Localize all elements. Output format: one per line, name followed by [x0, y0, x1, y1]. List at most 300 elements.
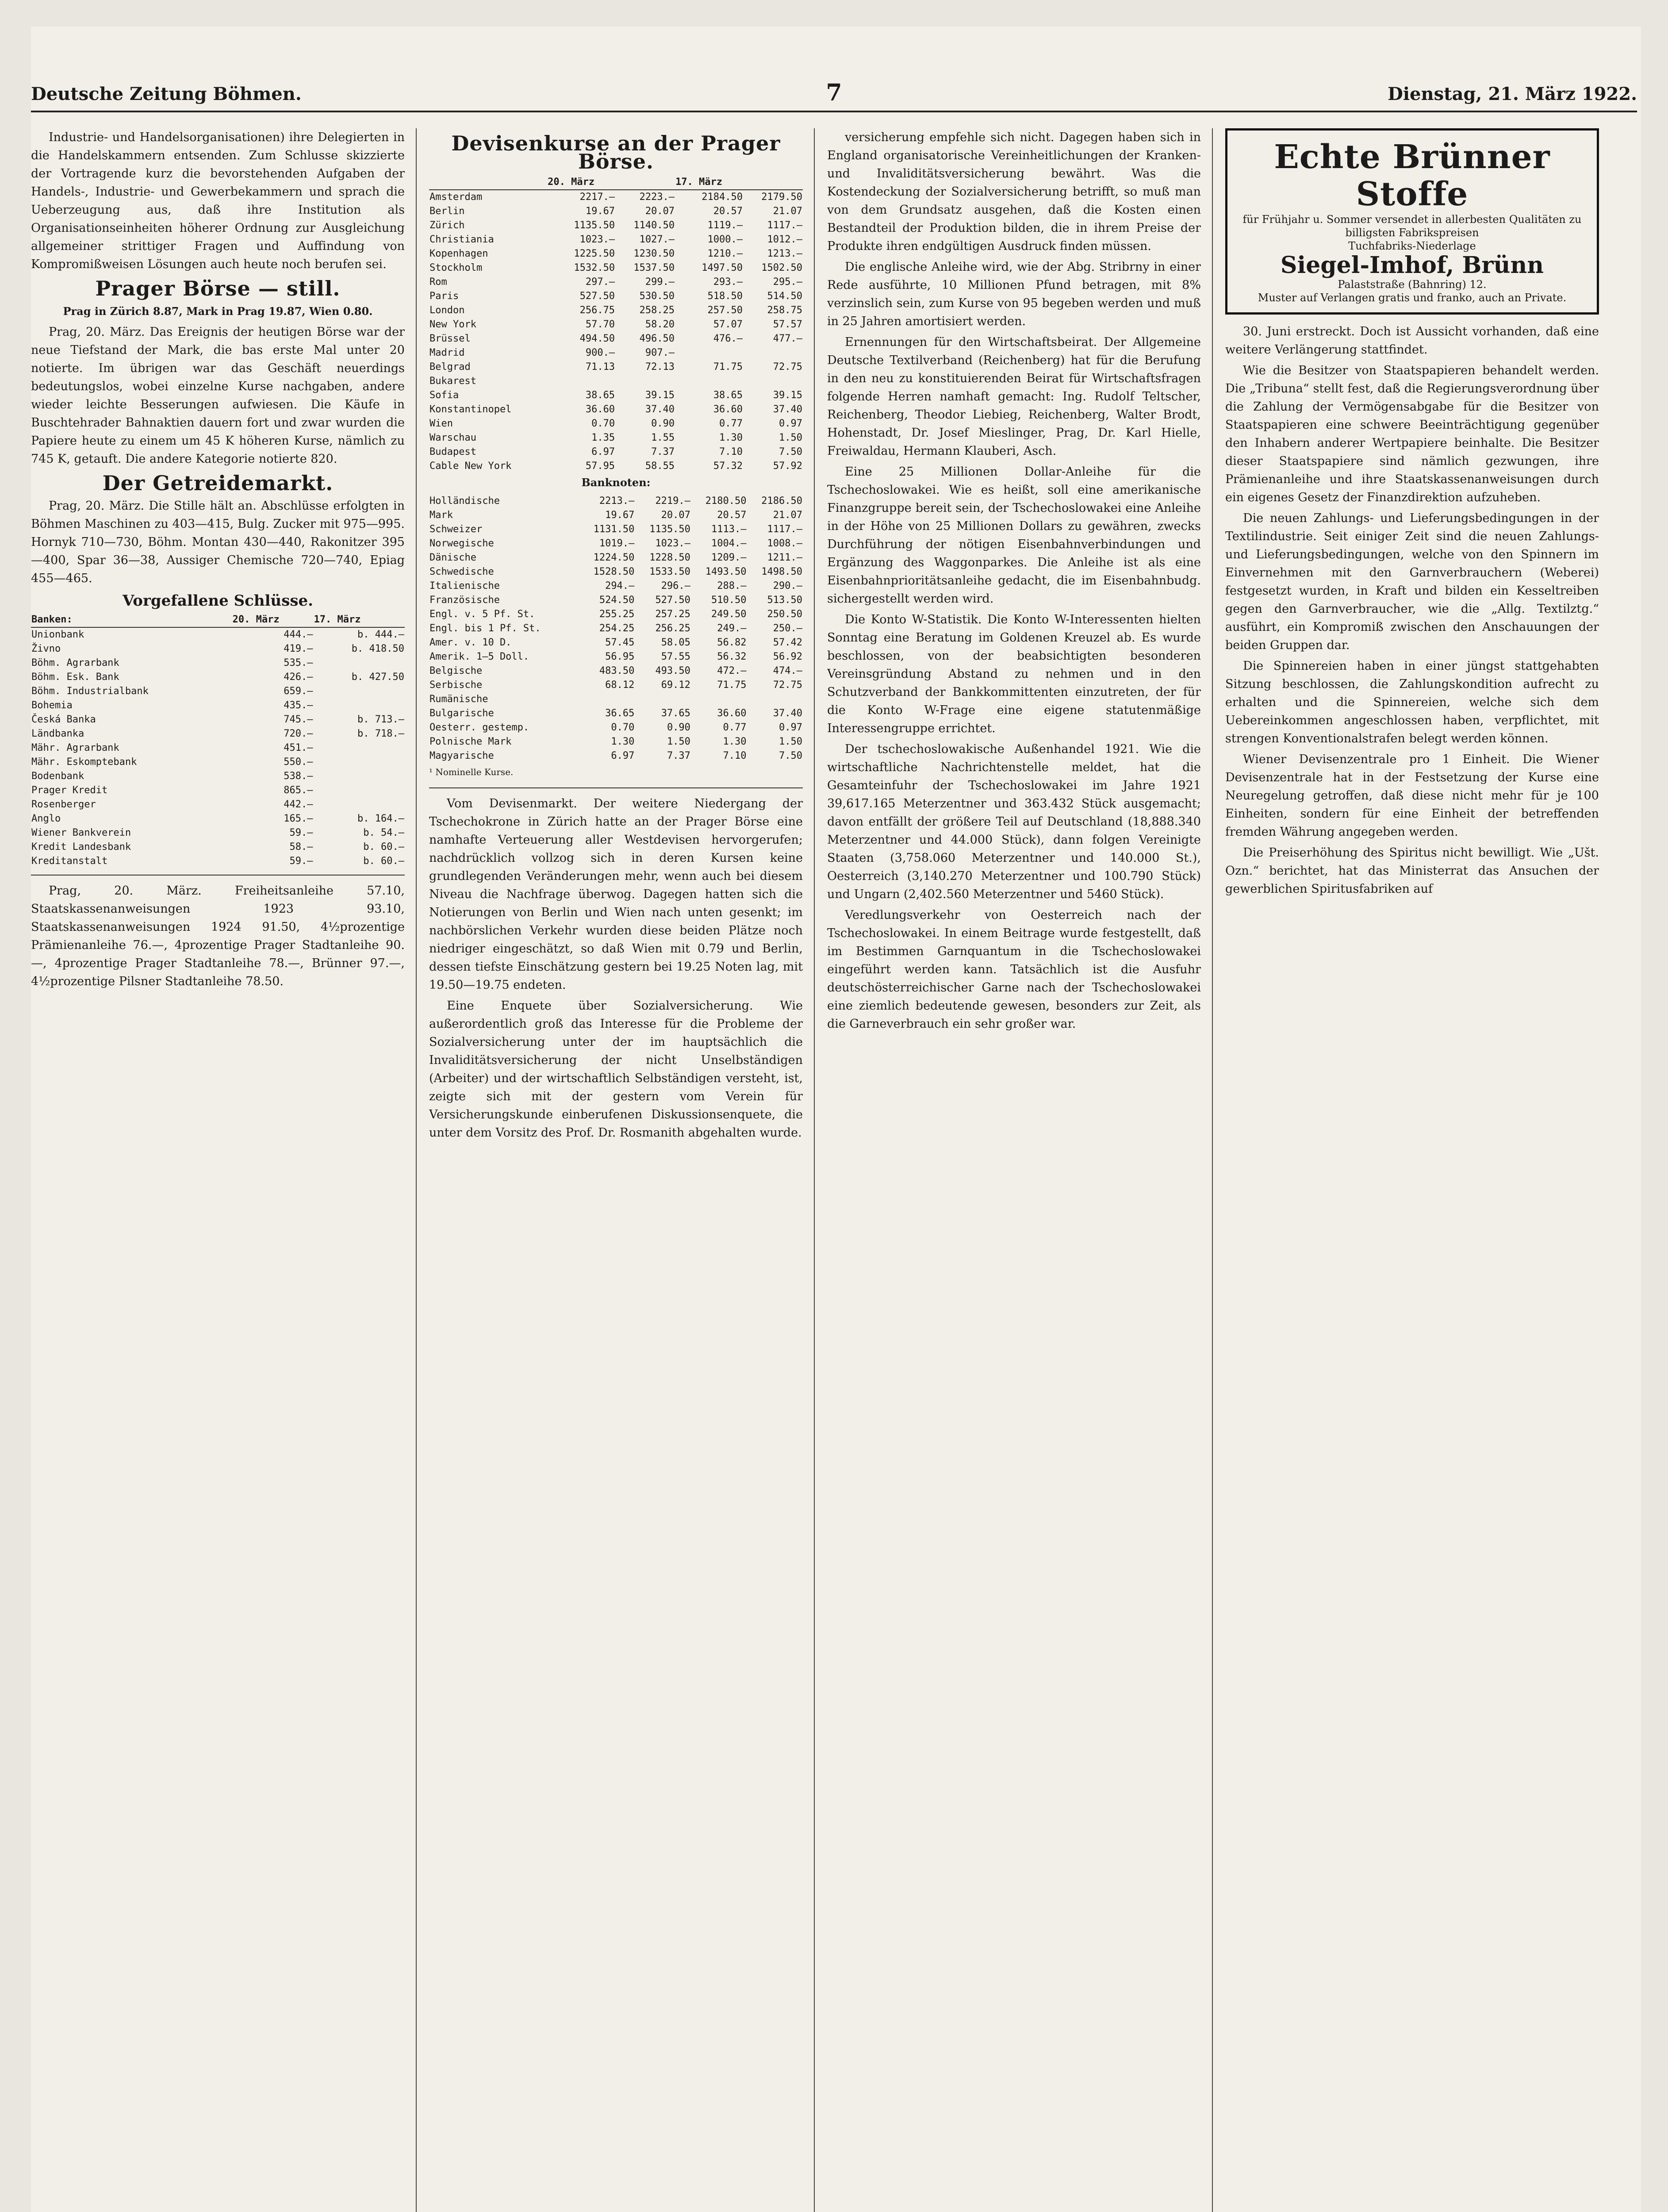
table-cell: 71.13	[585, 361, 615, 373]
table-cell: Engl. bis 1 Pf. St.	[429, 623, 541, 634]
table-cell: 7.50	[779, 446, 802, 457]
table-cell: Cable New York	[429, 461, 512, 472]
table-cell: Böhm. Esk. Bank	[31, 672, 119, 683]
table-row	[429, 261, 803, 275]
table-cell: 57.57	[773, 319, 802, 330]
table-cell: 38.65	[713, 390, 743, 401]
table-cell: Wiener Bankverein	[31, 827, 131, 838]
table-row	[429, 735, 803, 749]
table-cell: 1.55	[651, 432, 675, 443]
table-cell: 250.50	[767, 609, 802, 620]
table-cell: 474.—	[773, 665, 802, 676]
headline-getreidemarkt: Der Getreidemarkt.	[102, 471, 334, 495]
table-cell: Dänische	[429, 552, 476, 563]
table-cell: 6.97	[591, 446, 615, 457]
table-cell: 56.95	[605, 651, 635, 662]
table-row	[429, 346, 803, 360]
table-cell: 451.—	[284, 742, 313, 753]
table-cell	[547, 374, 615, 388]
table-cell: 1230.50	[633, 248, 675, 259]
table-row	[429, 318, 803, 332]
table-cell: b. 444.—	[357, 629, 404, 640]
table-cell: 745.—	[284, 714, 313, 725]
table-cell: 2186.50	[761, 495, 802, 507]
table-cell: 518.50	[707, 291, 743, 302]
page-number: 7	[826, 79, 842, 106]
table-cell: 1502.50	[761, 262, 802, 273]
table-cell: 288.—	[717, 580, 747, 591]
banknoten-title: Banknoten:	[581, 476, 651, 489]
devisen-table	[429, 175, 803, 473]
table-cell: 290.—	[773, 580, 802, 591]
table-cell: Engl. v. 5 Pf. St.	[429, 609, 535, 620]
table-row	[429, 508, 803, 522]
table-cell: 20.07	[645, 206, 675, 217]
table-header: 20. März	[547, 175, 615, 190]
article-staatspapiere: Wie die Besitzer von Staatspapieren behandelt werden. Die „Tribuna“ stellt fest, daß die Regierungsverordnung über die Zahlung der Vermögensabgabe für die Besitzer von Staatspapieren eine schwere Beeinträchtigung gegenüber den Inhabern anderer Wertpapiere beinhalte. Die Besitzer dieser Staatspapiere sind nämlich gezwungen, ihre Prämienanleihe und ihre Staatskassenanweisungen durch ein eigenes Gesetz der Finanzdirektion aufzuheben.	[1225, 364, 1599, 504]
table-cell: 57.42	[773, 637, 802, 648]
table-cell: Brüssel	[429, 333, 471, 344]
table-cell	[314, 755, 405, 769]
table-cell: 56.82	[717, 637, 747, 648]
table-header: 20. März	[232, 613, 314, 627]
table-cell: 865.—	[284, 785, 313, 796]
table-cell: 493.50	[655, 665, 690, 676]
table-cell: 0.70	[611, 722, 635, 733]
table-cell: 1000.—	[707, 234, 743, 245]
article-wirtschaftsbeirat: Ernennungen für den Wirtschaftsbeirat. Der Allgemeine Deutsche Textilverband (Reichenberg) hat für die Berufung in den neu zu konstituierenden Beirat für Wirtschaftsfragen folgende Herren namhaft gemacht: Ing. Rudolf Teltscher, Reichenberg, Theodor Liebieg, Reichenberg, Walter Brodt, Hohenstadt, Dr. Josef Mieslinger, Prag, Dr. Karl Hielle, Freiwaldau, Hermann Klauberi, Asch.	[827, 335, 1201, 458]
table-row	[31, 727, 405, 741]
table-cell: 0.77	[723, 722, 747, 733]
table-cell: b. 713.—	[357, 714, 404, 725]
newspaper-name: Deutsche Zeitung Böhmen.	[31, 84, 302, 104]
table-row	[429, 692, 803, 707]
table-cell: 0.90	[667, 722, 690, 733]
table-cell: Ländbanka	[31, 728, 84, 739]
table-cell: Budapest	[429, 446, 476, 457]
table-cell: 19.67	[605, 510, 635, 521]
table-cell: 57.07	[713, 319, 743, 330]
table-cell	[635, 692, 691, 707]
table-cell: Warschau	[429, 432, 476, 443]
table-cell: Magyarische	[429, 750, 494, 761]
table-cell: 6.97	[611, 750, 635, 761]
table-row	[429, 417, 803, 431]
table-cell: 36.65	[605, 708, 635, 719]
table-row	[429, 537, 803, 551]
table-cell: 1533.50	[649, 566, 690, 577]
table-cell: 1023.—	[655, 538, 690, 549]
table-cell: 1532.50	[574, 262, 615, 273]
table-cell: b. 164.—	[357, 813, 404, 824]
ad-headline: Echte Brünner Stoffe	[1274, 138, 1550, 213]
table-cell: Schwedische	[429, 566, 494, 577]
table-cell: Mähr. Eskomptebank	[31, 757, 137, 768]
table-cell: 1211.—	[767, 552, 802, 563]
table-cell: 1131.50	[593, 524, 635, 535]
table-row	[429, 565, 803, 579]
table-cell: 297.—	[585, 276, 615, 288]
table-row	[31, 627, 405, 642]
table-row	[429, 190, 803, 204]
table-cell: 1.30	[611, 736, 635, 747]
table-cell: Sofia	[429, 390, 459, 401]
table-cell: 294.—	[605, 580, 635, 591]
table-cell	[615, 374, 675, 388]
table-cell: 2179.50	[761, 192, 802, 203]
table-cell: 296.—	[661, 580, 690, 591]
table-cell: 1224.50	[593, 552, 635, 563]
table-cell: 68.12	[605, 680, 635, 691]
table-cell: 250.—	[773, 623, 802, 634]
ad-line: Muster auf Verlangen gratis und franko, auch an Private.	[1258, 292, 1567, 304]
table-row	[429, 233, 803, 247]
table-cell: 37.40	[773, 708, 802, 719]
boerse-text: Prag, 20. März. Das Ereignis der heutigen Börse war der neue Tiefstand der Mark, die bas erste Mal unter 20 notierte. Im übrigen war das Geschäft neuerdings bedeutungslos, wobei einzelne Kurse nachgaben, andere wieder leichte Besserungen aufwiesen. Die Käufe in Buschtehrader Bahnaktien dauern fort und zwar wurden die Papiere heute zu einem um 45 K höheren Kurse, nämlich zu 745 K, getauft. Die andere Kategorie notierte 820.	[31, 325, 405, 466]
table-cell: 1.50	[779, 432, 802, 443]
table-cell: 58.—	[289, 841, 313, 853]
table-header-row	[429, 175, 803, 190]
article-devisenzentrale: Wiener Devisenzentrale pro 1 Einheit. Die Wiener Devisenzentrale hat in der Festsetzung der Kurse eine Neuregelung getroffen, daß diese nicht mehr für je 100 Einheiten, sondern für eine Einheit der betreffenden fremden Währung angegeben werden.	[1225, 753, 1599, 839]
table-row	[429, 374, 803, 388]
divider	[429, 787, 803, 788]
table-cell: Französische	[429, 595, 500, 606]
table-cell: 426.—	[284, 672, 313, 683]
table-header	[615, 175, 675, 190]
table-cell: 299.—	[645, 276, 675, 288]
table-cell: 496.50	[639, 333, 675, 344]
devisenmarkt-text: Vom Devisenmarkt. Der weitere Niedergang der Tschechokrone in Zürich hatte an der Prager Börse eine namhafte Verteuerung aller Westdevisen hervorgerufen; nachdrücklich vollzog sich in deren Kursen keine grundlegenden Veränderungen mehr, wenn auch bei diesem Niveau die Nachfrage überwog. Dagegen hatten sich die Notierungen von Berlin und Wien nach unten gesenkt; im nachbörslichen Verkehr wurden diese beiden Plätze noch niedriger eingeschätzt, so daß Wien mit 0.79 und Berlin, dessen tiefste Einschätzung gestern bei 19.25 Noten lag, mit 19.50—19.75 endeten.	[429, 797, 803, 992]
table-cell: Wien	[429, 418, 453, 429]
table-cell: Norwegische	[429, 538, 494, 549]
table-row	[429, 360, 803, 374]
table-cell: Unionbank	[31, 629, 84, 640]
table-cell: 20.07	[661, 510, 690, 521]
column-rule	[416, 128, 417, 2212]
table-cell: 1135.50	[574, 220, 615, 231]
boerse2-text: Prag, 20. März. Freiheitsanleihe 57.10, Staatskassenanweisungen 1923 93.10, Staatskassenanweisungen 1924 91.50, 4½prozentige Prämienanleihe 76.—, 4prozentige Prager Stadtanleihe 90.—, 4prozentige Prager Stadtanleihe 78.—, Brünner 97.—, 4½prozentige Pilsner Stadtanleihe 78.50.	[31, 884, 405, 988]
table-cell: 71.75	[713, 361, 743, 373]
table-cell: 1135.50	[649, 524, 690, 535]
table-cell: Schweizer	[429, 524, 483, 535]
table-cell: 21.07	[773, 206, 802, 217]
article-aussenhandel: Der tschechoslowakische Außenhandel 1921. Wie die wirtschaftliche Nachrichtenstelle meldet, hat die Gesamteinfuhr der Tschechoslowakei im Jahre 1921 39,617.165 Meterzentner und 363.432 Stück ausgemacht; davon entfällt der größere Teil auf Deutschland (18,888.340 Meterzentner und 44.000 Stück), dann folgen Vereinigte Staaten (3,758.060 Meterzentner und 140.000 St.), Oesterreich (3,140.270 Meterzentner und 100.790 Stück) und Ungarn (2,402.560 Meterzentner und 5460 Stück).	[827, 742, 1201, 901]
table-cell: 57.55	[661, 651, 690, 662]
table-cell: Kreditanstalt	[31, 856, 108, 867]
table-row	[429, 721, 803, 735]
table-cell: 0.77	[719, 418, 743, 429]
table-cell: 1498.50	[761, 566, 802, 577]
article-konto-w: Die Konto W-Statistik. Die Konto W-Interessenten hielten Sonntag eine Beratung im Goldenen Kreuzel ab. Es wurde beschlossen, von der beabsichtigten besonderen Vereinsgründung Abstand zu nehmen und in den Schutzverband der Bankkommittenten einzutreten, der für die Konto W-Frage eine eigene statutenmäßige Interessengruppe errichtet.	[827, 613, 1201, 735]
table-row	[429, 388, 803, 403]
table-cell: 1004.—	[711, 538, 747, 549]
enquete-text: Eine Enquete über Sozialversicherung. Wie außerordentlich groß das Interesse für die Probleme der Sozialversicherung unter der im hauptsächlich die Invaliditätsversicherung der nicht Unselbständigen (Arbeiter) und der wirtschaftlich Selbständigen versteht, ist, zeigte sich mit der gestern vom Verein für Versicherungskunde einberufenen Diskussionsenquete, die unter dem Vorsitz des Prof. Dr. Rosmanith abgehalten wurde.	[429, 999, 803, 1140]
table-row	[31, 854, 405, 868]
table-row	[429, 219, 803, 233]
table-footnote: ¹ Nominelle Kurse.	[429, 767, 514, 777]
table-cell: 907.—	[645, 347, 675, 358]
article-intro: Industrie- und Handelsorganisationen) ihre Delegierten in die Handelskammern entsenden. Zum Schlusse skizzierte der Vortragende kurz die bevorstehenden Aufgaben der Handels-, Industrie- und Gewerbekammern und sprach die Ueberzeugung aus, daß ihre Institution als Organisationseinheiten höherer Ordnung zur Ausgleichung allgemeiner strittiger Fragen und Auffindung von Kompromißweisen Lösungen auch heute noch berufen sei.	[31, 131, 405, 271]
table-cell: 514.50	[767, 291, 802, 302]
table-cell: 256.75	[579, 305, 615, 316]
table-cell: 1023.—	[579, 234, 615, 245]
table-cell: 1.30	[723, 736, 747, 747]
table-cell: Christiania	[429, 234, 494, 245]
table-row	[429, 445, 803, 459]
article-spinnereien: Die Spinnereien haben in einer jüngst stattgehabten Sitzung beschlossen, die Zahlungskondition aufrecht zu erhalten und die Spinnereien, welche sich dem Uebereinkommen angeschlossen haben, verpflichtet, mit strengen Konventionalstrafen belegt werden können.	[1225, 659, 1599, 745]
table-row	[429, 459, 803, 473]
table-row	[31, 656, 405, 670]
table-cell: Paris	[429, 291, 459, 302]
table-row	[429, 664, 803, 678]
table-cell: Anglo	[31, 813, 61, 824]
article-textilindustrie: Die neuen Zahlungs- und Lieferungsbedingungen in der Textilindustrie. Seit einiger Zeit sind die neuen Zahlungs- und Lieferungsbedingungen, welche von den Spinnern im Einvernehmen mit den Garnverbrauchern (Weberei) festgesetzt wurden, in Kraft und bilden ein Kesseltreiben gegen den Garnverbraucher, wie die „Allg. Textilztg.“ ausführt, ein Kompromiß zwischen den Anschauungen der beiden Gruppen dar.	[1225, 511, 1599, 652]
table-cell	[314, 783, 405, 798]
table-cell: b. 54.—	[363, 827, 404, 838]
table-row	[429, 332, 803, 346]
table-cell: Belgrad	[429, 361, 471, 373]
table-cell: 37.40	[773, 404, 802, 415]
column-rule	[1212, 128, 1213, 2212]
table-cell: 293.—	[713, 276, 743, 288]
table-row	[429, 707, 803, 721]
table-cell: 0.97	[779, 418, 802, 429]
table-header-row	[31, 613, 405, 627]
column-4	[1225, 128, 1599, 2212]
table-cell: 1497.50	[702, 262, 743, 273]
table-cell: 535.—	[284, 657, 313, 668]
table-cell: New York	[429, 319, 476, 330]
table-row	[429, 289, 803, 303]
table-cell	[314, 769, 405, 783]
table-cell: 419.—	[284, 643, 313, 654]
headline-prager-boerse: Prager Börse — still.	[95, 276, 341, 300]
table-cell: Amsterdam	[429, 192, 483, 203]
table-cell: Živno	[31, 643, 61, 654]
table-row	[429, 650, 803, 664]
table-cell: b. 60.—	[363, 841, 404, 853]
table-cell: 57.45	[605, 637, 635, 648]
table-cell: Italienische	[429, 580, 500, 591]
table-cell	[743, 374, 803, 388]
table-row	[429, 636, 803, 650]
article-text: 30. Juni erstreckt. Doch ist Aussicht vorhanden, daß eine weitere Verlängerung stattfindet.	[1225, 325, 1599, 357]
table-cell: 58.55	[645, 461, 675, 472]
table-cell: Rumänische	[429, 694, 488, 705]
table-cell: 1008.—	[767, 538, 802, 549]
table-cell: 256.25	[655, 623, 690, 634]
table-cell: Zürich	[429, 220, 465, 231]
table-cell: 1117.—	[767, 524, 802, 535]
article-englische-anleihe: Die englische Anleihe wird, wie der Abg. Stribrny in einer Rede ausführte, 10 Millionen Pfund betragen, mit 8% verzinslich sein, zum Kurse von 95 begeben werden und muß in 25 Jahren amortisiert werden.	[827, 260, 1201, 328]
table-cell: 527.50	[655, 595, 690, 606]
table-cell: 71.75	[717, 680, 747, 691]
table-cell: 58.05	[661, 637, 690, 648]
table-cell: 7.37	[667, 750, 690, 761]
table-cell: 1537.50	[633, 262, 675, 273]
table-cell	[691, 692, 747, 707]
table-cell: 0.97	[779, 722, 802, 733]
table-cell: Amer. v. 10 D.	[429, 637, 512, 648]
table-row	[31, 826, 405, 840]
table-cell	[675, 374, 743, 388]
table-cell: 530.50	[639, 291, 675, 302]
table-cell: 255.25	[599, 609, 635, 620]
table-cell: 538.—	[284, 771, 313, 782]
table-cell: 1019.—	[599, 538, 635, 549]
table-cell: 72.13	[645, 361, 675, 373]
table-cell: Rom	[429, 276, 447, 288]
table-cell: 1210.—	[707, 248, 743, 259]
table-cell: London	[429, 305, 465, 316]
table-cell: Oesterr. gestemp.	[429, 722, 529, 733]
table-cell: Prager Kredit	[31, 785, 108, 796]
table-cell: Rosenberger	[31, 799, 96, 810]
table-cell: 1213.—	[767, 248, 802, 259]
table-cell: Kopenhagen	[429, 248, 488, 259]
table-cell: Böhm. Industrialbank	[31, 686, 149, 697]
divider	[31, 875, 405, 876]
table-cell: 36.60	[713, 404, 743, 415]
table-cell: 550.—	[284, 757, 313, 768]
table-row	[429, 522, 803, 537]
table-cell	[747, 692, 803, 707]
table-row	[429, 403, 803, 417]
headline-devisenkurse: Devisenkurse an der Prager Börse.	[451, 131, 781, 173]
table-row	[31, 642, 405, 656]
table-cell: Holländische	[429, 495, 500, 507]
table-cell: 1.30	[719, 432, 743, 443]
table-cell: Bodenbank	[31, 771, 84, 782]
table-cell: 57.92	[773, 461, 802, 472]
table-cell: 36.60	[585, 404, 615, 415]
advertisement	[1225, 128, 1599, 315]
table-cell: 1140.50	[633, 220, 675, 231]
table-cell: 7.10	[719, 446, 743, 457]
table-cell: 36.60	[717, 708, 747, 719]
column-1	[31, 128, 405, 2212]
table-cell: 7.10	[723, 750, 747, 761]
table-row	[31, 812, 405, 826]
table-cell: 19.67	[585, 206, 615, 217]
table-cell: 37.40	[645, 404, 675, 415]
article-dollar-anleihe: Eine 25 Millionen Dollar-Anleihe für die Tschechoslowakei. Wie es heißt, soll eine amerikanische Finanzgruppe bereit sein, der Tschechoslowakei eine Anleihe in der Höhe von 25 Millionen Dollars zu gewähren, zwecks Durchführung der nötigen Eisenbahnverbindungen und Ergänzung des Waggonparkes. Die Anleihe ist als eine Eisenbahnprioritätsanleihe gedacht, die im Eisenbahnbudg. sichergestellt werden wird.	[827, 465, 1201, 606]
table-cell: 1528.50	[593, 566, 635, 577]
table-row	[429, 593, 803, 607]
table-cell: 442.—	[284, 799, 313, 810]
table-row	[429, 678, 803, 692]
table-cell: 56.32	[717, 651, 747, 662]
table-cell	[314, 699, 405, 713]
table-cell: 1493.50	[705, 566, 747, 577]
headline-schluesse: Vorgefallene Schlüsse.	[123, 592, 313, 610]
table-header: 17. März	[675, 175, 743, 190]
table-cell: 39.15	[645, 390, 675, 401]
table-cell: 72.75	[773, 361, 802, 373]
table-cell: 258.75	[767, 305, 802, 316]
table-row	[429, 622, 803, 636]
table-cell: 659.—	[284, 686, 313, 697]
table-row	[429, 204, 803, 219]
table-cell: 257.50	[707, 305, 743, 316]
table-cell: Madrid	[429, 347, 465, 358]
table-cell: 2213.—	[599, 495, 635, 507]
table-cell: 2180.50	[705, 495, 747, 507]
getreide-text: Prag, 20. März. Die Stille hält an. Abschlüsse erfolgten in Böhmen Maschinen zu 403—415, Bulg. Zucker mit 975—995. Hornyk 710—730, Böhm. Montan 430—440, Rakonitzer 395—400, Spar 36—38, Aussiger Chemische 720—740, Epiag 455—465.	[31, 499, 405, 585]
table-cell	[579, 692, 635, 707]
table-cell: 1.50	[779, 736, 802, 747]
table-cell: 477.—	[773, 333, 802, 344]
table-row	[31, 755, 405, 769]
banknoten-table	[429, 494, 803, 763]
table-cell: b. 60.—	[363, 856, 404, 867]
table-cell: 524.50	[599, 595, 635, 606]
table-cell: 0.90	[651, 418, 675, 429]
table-cell: 59.—	[289, 856, 313, 867]
table-cell: 20.57	[713, 206, 743, 217]
table-cell: 58.20	[645, 319, 675, 330]
table-row	[31, 741, 405, 755]
table-cell: Stockholm	[429, 262, 483, 273]
table-cell: 39.15	[773, 390, 802, 401]
table-cell: b. 718.—	[357, 728, 404, 739]
table-cell: Mähr. Agrarbank	[31, 742, 119, 753]
table-cell: 20.57	[717, 510, 747, 521]
table-cell: 258.25	[639, 305, 675, 316]
table-cell: 295.—	[773, 276, 802, 288]
table-cell: 1225.50	[574, 248, 615, 259]
table-cell: 249.—	[717, 623, 747, 634]
table-cell: 37.65	[661, 708, 690, 719]
table-cell: 472.—	[717, 665, 747, 676]
table-row	[31, 783, 405, 798]
boerse-subline: Prag in Zürich 8.87, Mark in Prag 19.87, Wien 0.80.	[63, 305, 373, 318]
table-cell: 494.50	[579, 333, 615, 344]
table-row	[429, 431, 803, 445]
table-row	[31, 699, 405, 713]
table-row	[429, 607, 803, 622]
table-cell: 21.07	[773, 510, 802, 521]
table-cell: Berlin	[429, 206, 465, 217]
table-cell: 1119.—	[707, 220, 743, 231]
table-row	[429, 247, 803, 261]
table-cell: 56.92	[773, 651, 802, 662]
table-cell: 72.75	[773, 680, 802, 691]
table-cell: 57.70	[585, 319, 615, 330]
ad-line: Tuchfabriks-Niederlage	[1348, 240, 1476, 252]
table-row	[429, 749, 803, 763]
table-cell	[314, 684, 405, 699]
table-cell: 483.50	[599, 665, 635, 676]
table-row	[429, 275, 803, 289]
table-row	[429, 579, 803, 593]
table-cell: 900.—	[585, 347, 615, 358]
table-cell: 69.12	[661, 680, 690, 691]
table-cell: 2223.—	[639, 192, 675, 203]
table-header: 17. März	[314, 613, 405, 627]
schluesse-table	[31, 613, 405, 868]
table-cell: 476.—	[713, 333, 743, 344]
table-cell: 720.—	[284, 728, 313, 739]
table-cell: Amerik. 1—5 Doll.	[429, 651, 529, 662]
table-cell: 57.32	[713, 461, 743, 472]
table-cell	[314, 741, 405, 755]
table-cell: b. 427.50	[351, 672, 404, 683]
article-text: versicherung empfehle sich nicht. Dagegen haben sich in England organisatorische Vereinheitlichungen der Kranken- und Invaliditätsversicherung bewährt. Was die Kostendeckung der Sozialversicherung betrifft, so muß man von dem Grundsatz ausgehen, daß die Kosten einen Bestandteil der Produktion bilden, die in ihrem Preise der Produkte ihren endgültigen Ausdruck finden müssen.	[827, 131, 1201, 253]
table-cell: 254.25	[599, 623, 635, 634]
table-cell: 7.37	[651, 446, 675, 457]
table-cell: Mark	[429, 510, 453, 521]
